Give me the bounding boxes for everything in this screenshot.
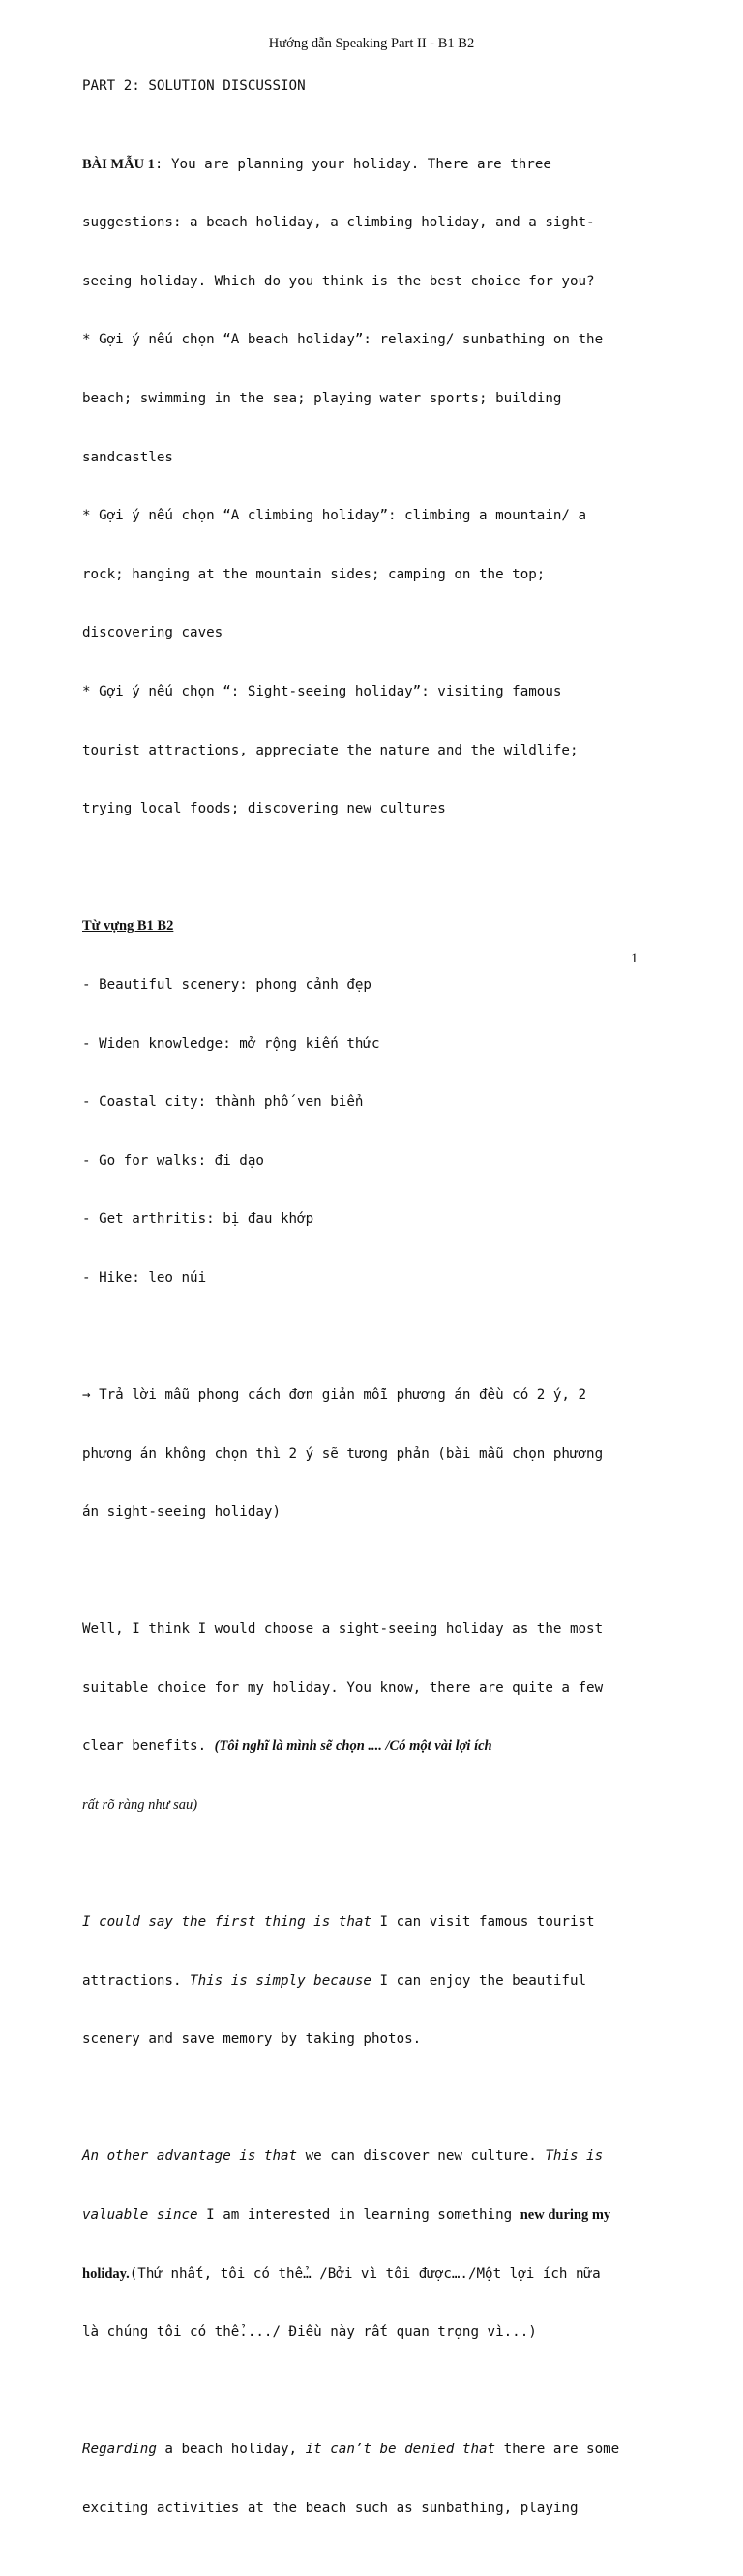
page-number: 1 bbox=[631, 951, 639, 966]
page-header: Hướng dẫn Speaking Part II - B1 B2 bbox=[268, 36, 475, 51]
vocab-item: - Beautiful scenery: phong cảnh đẹp bbox=[82, 976, 372, 992]
translation-note-cont: rất rõ ràng như sau) bbox=[82, 1797, 198, 1814]
vocab-item: - Hike: leo núi bbox=[82, 1269, 207, 1286]
hint-beach: * Gợi ý nếu chọn “A beach holiday”: relaxing/ sunbathing on the bbox=[82, 332, 604, 348]
vocab-item: - Coastal city: thành phố ven biển bbox=[82, 1094, 364, 1110]
part-title: PART 2: SOLUTION DISCUSSION bbox=[82, 78, 306, 94]
sample-1-question: You are planning your holiday. There are three bbox=[163, 156, 551, 172]
hint-climbing: * Gợi ý nếu chọn “A climbing holiday”: climbing a mountain/ a bbox=[82, 508, 587, 524]
document-body bbox=[82, 76, 672, 2576]
vocab-item: - Go for walks: đi dạo bbox=[82, 1152, 264, 1169]
vocab-item: - Widen knowledge: mở rộng kiến thức bbox=[82, 1035, 380, 1051]
guide-block: → Trả lời mẫu phong cách đơn giản mỗi phương án đều có 2 ý, 2 phương án không chọn thì 2 ý sẽ tương phản (bài mẫu chọn phương án sight-seeing holiday) bbox=[82, 1387, 604, 1521]
sample-1-label: BÀI MẪU 1 bbox=[82, 156, 155, 172]
vocab-block bbox=[82, 877, 672, 1327]
answer-paragraph-1: Well, I think I would choose a sight-seeing holiday as the most suitable choice for my holiday. You know, there are quite a few clear benefits. (Tôi nghĩ là mình sẽ chọn .... /Có một vài lợi ích rất rõ ràng như sau) bbox=[82, 1621, 604, 1814]
sample-1-block: BÀI MẪU 1: You are planning your holiday. There are three suggestions: a beach holiday, a climbing holiday, and a sight- seeing holiday. Which do you think is the best choice for you? * Gợi ý nếu chọn “A beach holiday”: relaxing/ sunbathing on the beach; swimming in the sea; playing water sports; building sandcastles * Gợi ý nếu chọn “A climbing holiday”: climbing a mountain/ a rock; hanging at the mountain sides; camping on the top; discovering caves * Gợi ý nếu chọn “: Sight-seeing holiday”: visiting famous tourist attractions, appreciate the nature and the wildlife; trying local foods; discovering new cultures bbox=[82, 115, 672, 858]
answer-paragraph-3: An other advantage is that we can discover new culture. This is valuable since I am interested in learning something new during my holiday.(Thứ nhất, tôi có thể… /Bởi vì tôi được…./Một lợi ích nữa là chúng tôi có thể..../ Điều này rất quan trọng vì...) bbox=[82, 2148, 611, 2341]
translation-note: (Tôi nghĩ là mình sẽ chọn .... /Có một vài lợi ích bbox=[214, 1738, 492, 1755]
vocab-title: Từ vựng B1 B2 bbox=[82, 918, 174, 934]
answer-paragraph-2: I could say the first thing is that I can visit famous tourist attractions. This is simply because I can enjoy the beautiful scenery and save memory by taking photos. bbox=[82, 1914, 595, 2048]
hint-sightseeing: * Gợi ý nếu chọn “: Sight-seeing holiday”: visiting famous bbox=[82, 684, 562, 700]
answer-paragraph-4: Regarding a beach holiday, it can’t be denied that there are some exciting activities at the beach such as sunbathing, playing bbox=[82, 2442, 620, 2516]
vocab-item: - Get arthritis: bị đau khớp bbox=[82, 1211, 314, 1228]
